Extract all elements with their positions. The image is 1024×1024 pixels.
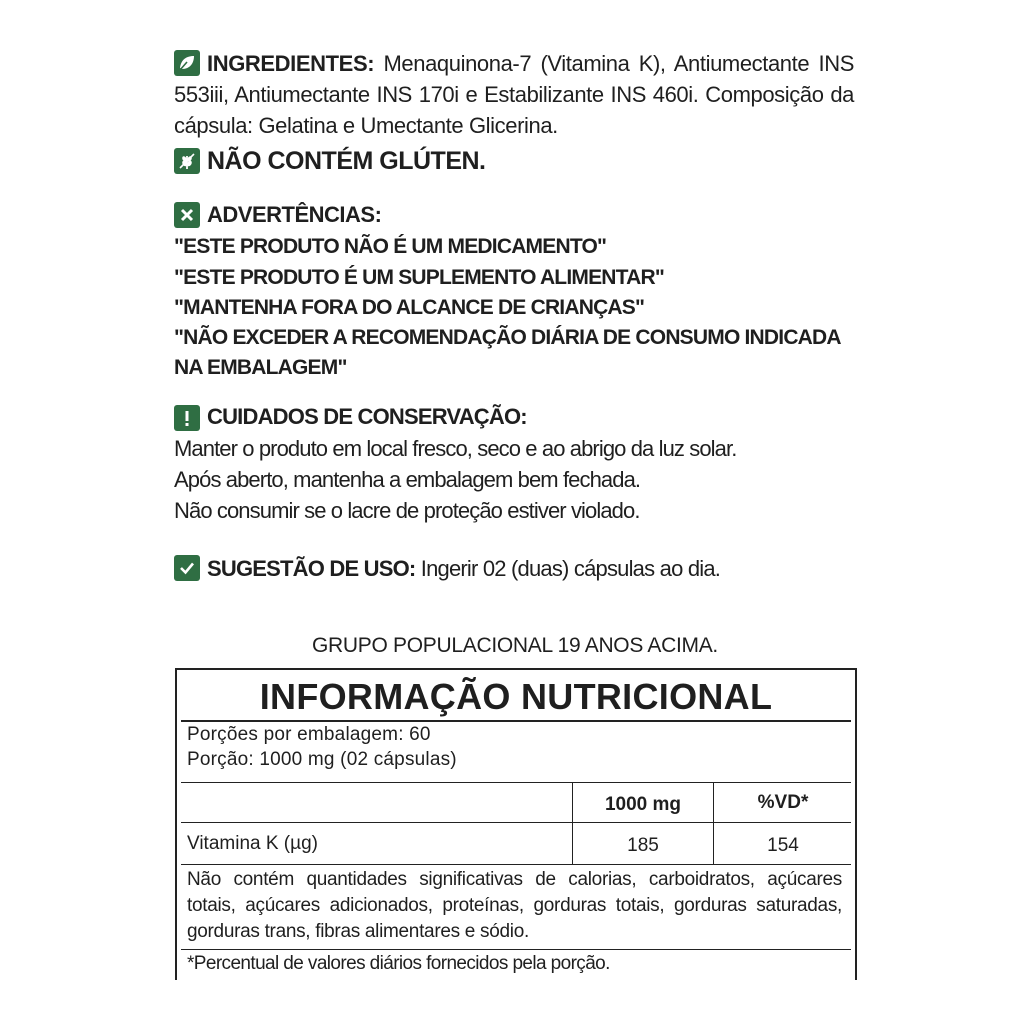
storage-line-2: Após aberto, mantenha a embalagem bem fechada. [174, 467, 641, 492]
note-bottom-rule [181, 949, 851, 950]
nutrition-table [175, 668, 857, 980]
usage-body: Ingerir 02 (duas) cápsulas ao dia. [415, 556, 721, 581]
nutrient-dv: 154 [767, 835, 799, 856]
warning-line-1: "ESTE PRODUTO NÃO É UM MEDICAMENTO" [174, 235, 607, 258]
warnings-label: ADVERTÊNCIAS: [207, 202, 382, 227]
row-bottom-rule [181, 864, 851, 865]
nutrient-amount: 185 [627, 835, 659, 856]
warning-line-4: "NÃO EXCEDER A RECOMENDAÇÃO DIÁRIA DE CONSUMO INDICADA [174, 326, 841, 349]
ingredients-label: INGREDIENTES: [207, 51, 375, 76]
wheat-icon [174, 148, 200, 174]
serving-size: Porção: 1000 mg (02 cápsulas) [187, 749, 457, 770]
warning-line-3: "MANTENHA FORA DO ALCANCE DE CRIANÇAS" [174, 296, 645, 319]
ingredients-text [174, 48, 854, 141]
gluten-statement: NÃO CONTÉM GLÚTEN. [207, 147, 486, 175]
nutrition-footnote: *Percentual de valores diários fornecidos pela porção. [187, 953, 610, 974]
header-top-rule [181, 782, 851, 783]
nutrient-name: Vitamina K (µg) [187, 833, 318, 854]
warning-line-2: "ESTE PRODUTO É UM SUPLEMENTO ALIMENTAR" [174, 266, 664, 289]
storage-line-1: Manter o produto em local fresco, seco e ao abrigo da luz solar. [174, 436, 737, 461]
warning-line-5: NA EMBALAGEM" [174, 356, 347, 379]
population-group: GRUPO POPULACIONAL 19 ANOS ACIMA. [312, 634, 718, 657]
storage-line-3: Não consumir se o lacre de proteção estiver violado. [174, 498, 640, 523]
servings-per-package: Porções por embalagem: 60 [187, 724, 431, 745]
nutrition-note: Não contém quantidades significativas de calorias, carboidratos, açúcares totais, açúcares adicionados, proteínas, gorduras totais, gorduras saturadas, gorduras trans, fibras alimentares e sódio. [187, 869, 842, 942]
usage-label: SUGESTÃO DE USO: [207, 556, 416, 581]
column-header-amount: 1000 mg [604, 794, 682, 815]
header-bottom-rule [181, 822, 851, 823]
ingredients-body: Menaquinona-7 (Vitamina K), Antiumectante INS 553iii, Antiumectante INS 170i e Estabilizante INS 460i. Composição da cápsula: Gelatina e Umectante Glicerina. [174, 51, 854, 138]
usage-text [207, 554, 720, 584]
nutrition-title: INFORMAÇÃO NUTRICIONAL [259, 676, 773, 717]
title-divider [181, 720, 851, 722]
check-icon [174, 555, 200, 581]
storage-label: CUIDADOS DE CONSERVAÇÃO: [207, 404, 527, 429]
column-header-dv: %VD* [757, 792, 809, 813]
exclamation-icon [174, 405, 200, 431]
x-icon [174, 202, 200, 228]
